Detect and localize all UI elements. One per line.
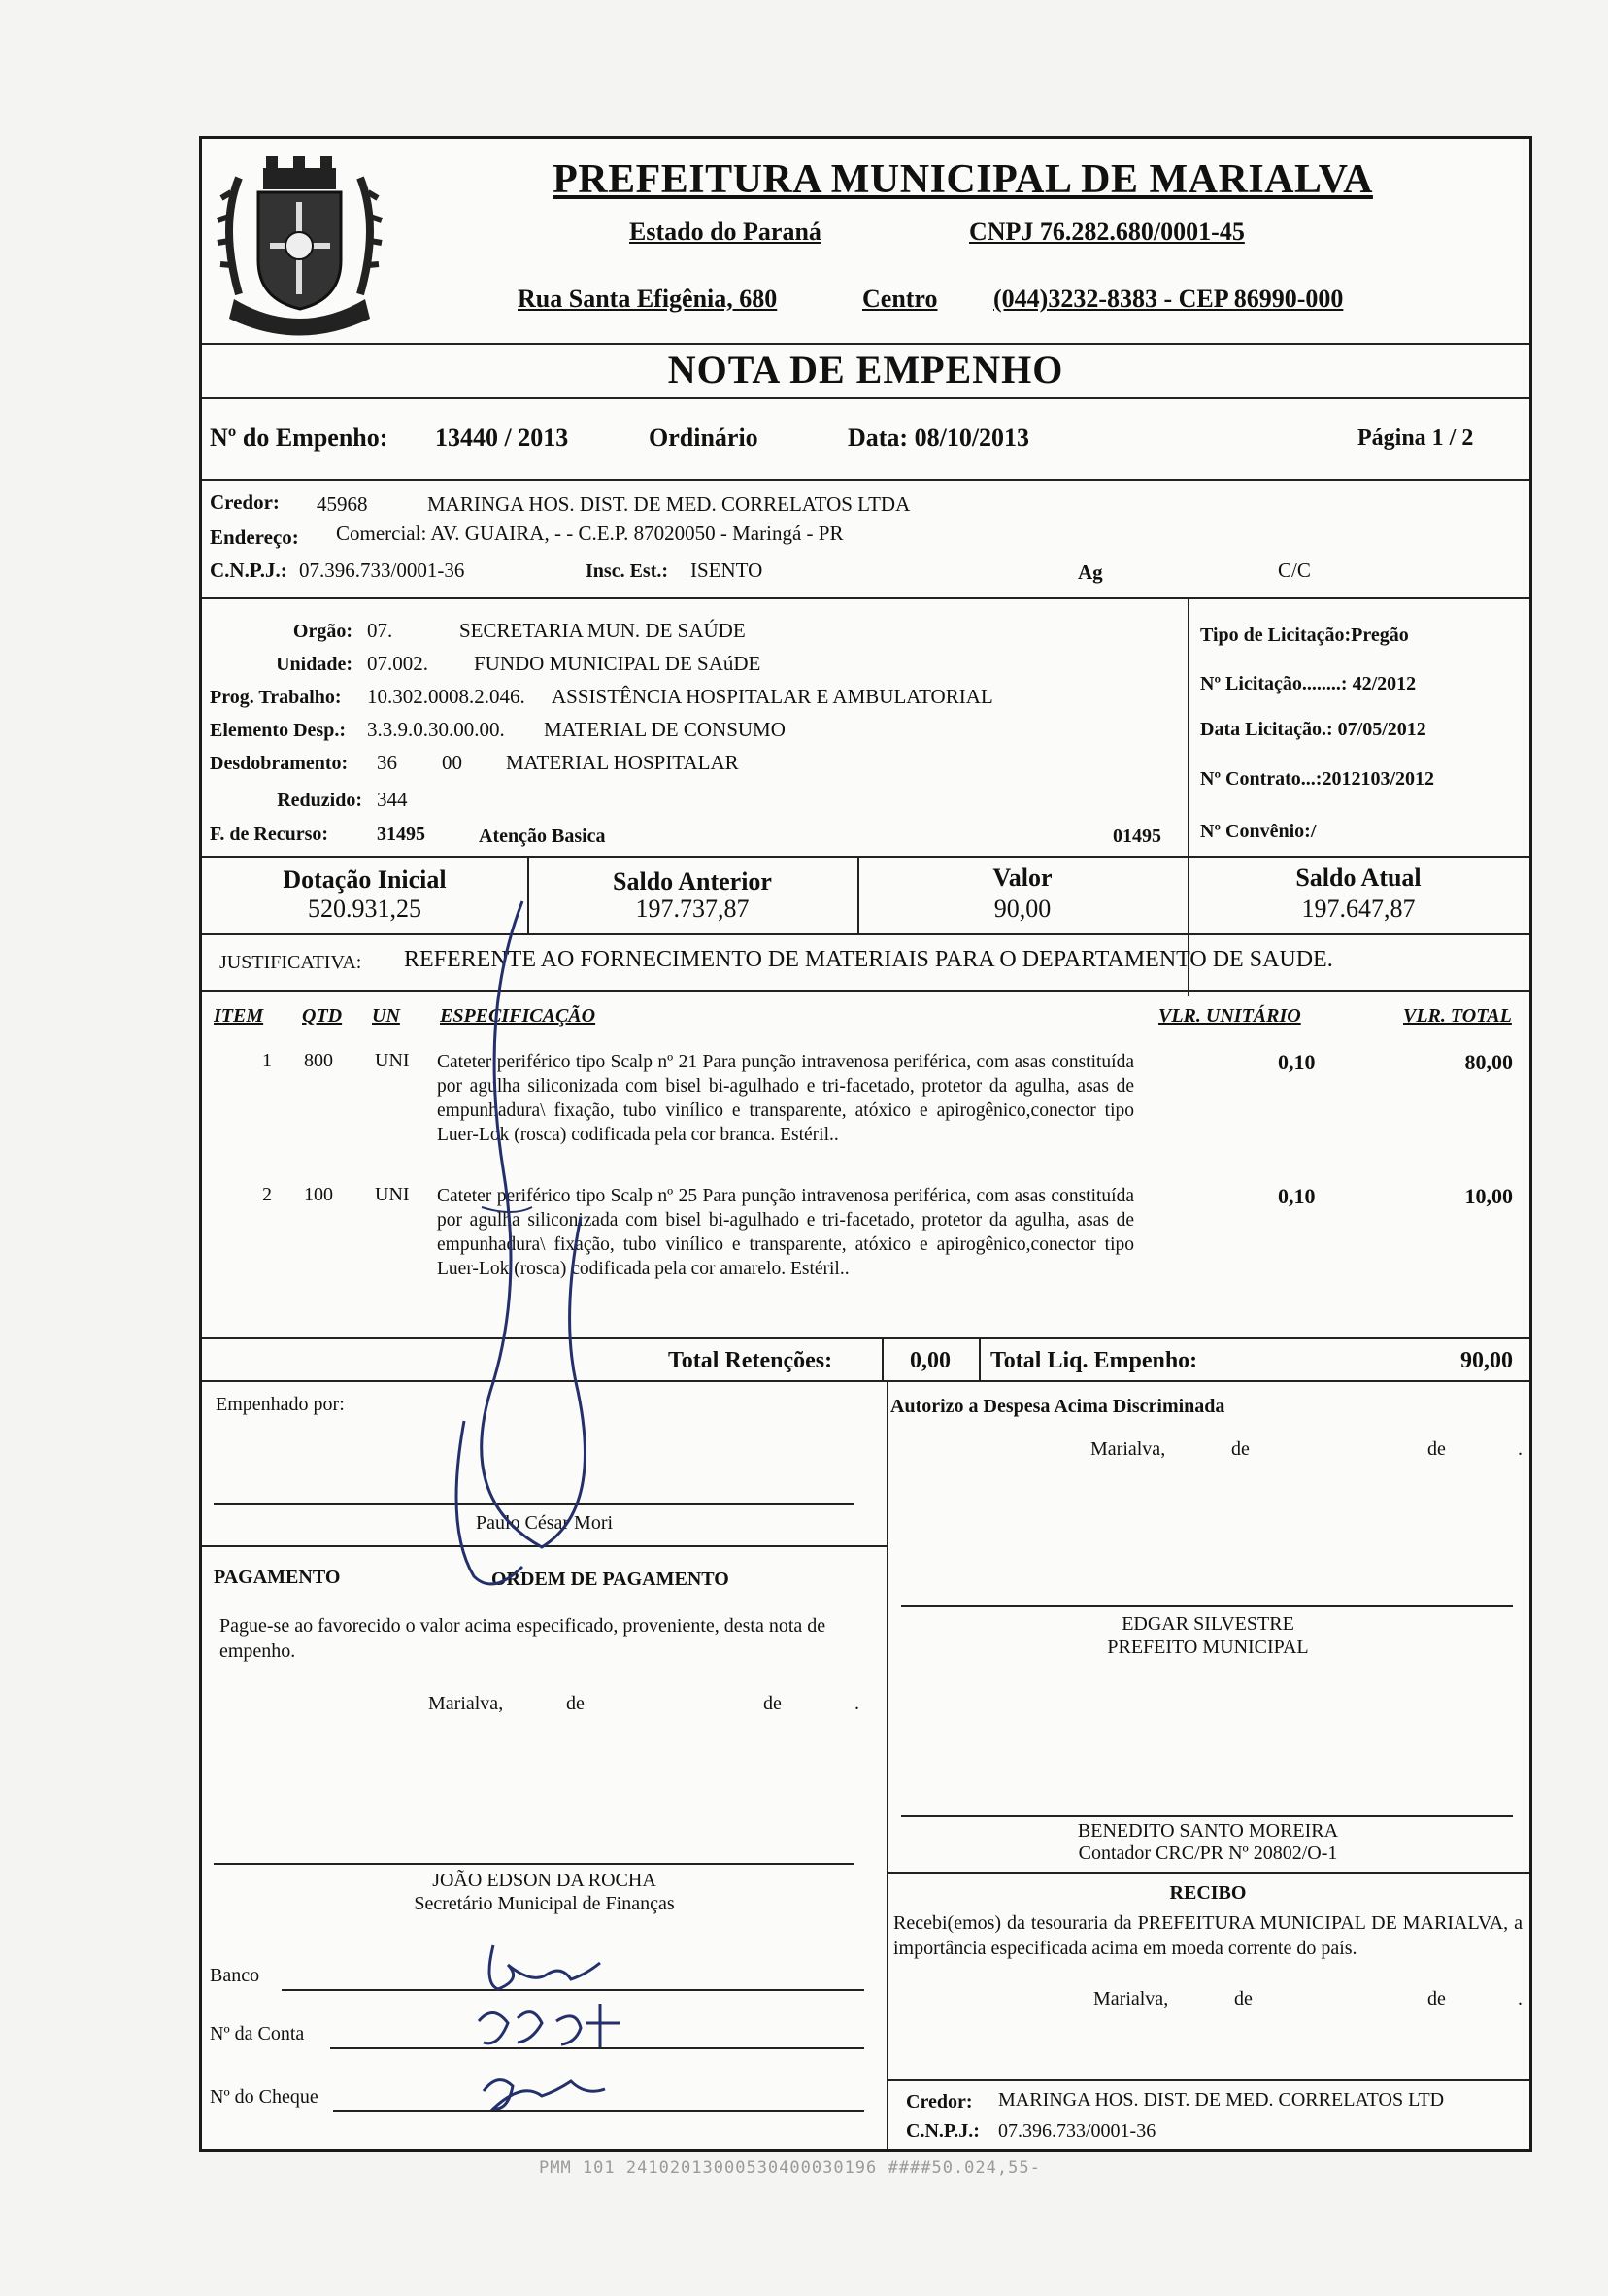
footer-credor-name: MARINGA HOS. DIST. DE MED. CORRELATOS LTD <box>998 2089 1445 2110</box>
total-retencoes-label: Total Retenções: <box>668 1348 833 1373</box>
valor-label: Valor <box>992 863 1053 892</box>
autorizo-place: Marialva, <box>1090 1438 1166 1460</box>
document-page <box>199 136 1532 2152</box>
ordem-pagamento-title: ORDEM DE PAGAMENTO <box>491 1569 729 1590</box>
cnpj-header: CNPJ 76.282.680/0001-45 <box>969 218 1245 246</box>
empenho-date: Data: 08/10/2013 <box>848 423 1030 452</box>
credor-label: Credor: <box>210 490 280 514</box>
desdobramento-label: Desdobramento: <box>210 753 349 774</box>
recibo-de2: de <box>1427 1988 1446 2009</box>
pagamento-label: PAGAMENTO <box>214 1567 341 1588</box>
pagamento-de2: de <box>763 1693 782 1714</box>
autorizo-de1: de <box>1231 1438 1250 1460</box>
item-unit-price: 0,10 <box>1278 1184 1316 1208</box>
total-liquido-label: Total Liq. Empenho: <box>990 1348 1198 1373</box>
col-valor-unitario: VLR. UNITÁRIO <box>1158 1005 1301 1027</box>
insc-label: Insc. Est.: <box>586 560 669 582</box>
document-title: NOTA DE EMPENHO <box>667 348 1064 391</box>
reduzido-label: Reduzido: <box>277 790 362 811</box>
municipality-title: PREFEITURA MUNICIPAL DE MARIALVA <box>553 157 1373 202</box>
valor-value: 90,00 <box>993 895 1052 923</box>
tipo-licitacao: Tipo de Licitação:Pregão <box>1200 625 1409 646</box>
unidade-name: FUNDO MUNICIPAL DE SAúDE <box>474 652 761 675</box>
signature-line <box>901 1605 1513 1607</box>
desdobramento-sub: 00 <box>442 751 462 774</box>
saldo-anterior-value: 197.737,87 <box>635 895 750 923</box>
elemento-code: 3.3.9.0.30.00.00. <box>367 718 505 741</box>
item-qtd: 100 <box>304 1184 333 1205</box>
contador-role: Contador CRC/PR Nº 20802/O-1 <box>1078 1842 1338 1864</box>
item-number: 2 <box>262 1184 272 1205</box>
data-licitacao: Data Licitação.: 07/05/2012 <box>1200 719 1426 740</box>
item-un: UNI <box>375 1050 410 1071</box>
pagamento-text: Pague-se ao favorecido o valor acima especificado, proveniente, desta nota de empenho. <box>219 1615 826 1662</box>
empenho-type: Ordinário <box>649 423 758 452</box>
credor-cnpj: 07.396.733/0001-36 <box>299 558 465 582</box>
col-un: UN <box>372 1005 400 1027</box>
recibo-de1: de <box>1234 1988 1253 2009</box>
elemento-name: MATERIAL DE CONSUMO <box>544 718 786 741</box>
signature-line <box>901 1815 1513 1817</box>
item-un: UNI <box>375 1184 410 1205</box>
justificativa-label: JUSTIFICATIVA: <box>219 952 362 973</box>
empenhado-name: Paulo César Mori <box>475 1512 614 1534</box>
autorizo-de2: de <box>1427 1438 1446 1460</box>
handwritten-bank-marks-icon <box>338 1936 746 2130</box>
item-spec: Cateter periférico tipo Scalp nº 21 Para punção intravenosa periférica, com asas constituída por agulha siliconizada com bisel bi-agulhado e tri-facetado, protetor da agulha, asas de empunhadura\ fixação, tubo vinílico e transparente, atóxico e apirogênico,conector tipo Luer-Lok (rosca) codificada pela cor branca. Estéril.. <box>437 1052 1134 1145</box>
footer-cnpj-value: 07.396.733/0001-36 <box>998 2120 1156 2142</box>
cheque-label: Nº do Cheque <box>210 2086 318 2108</box>
saldo-atual-label: Saldo Atual <box>1295 863 1422 892</box>
conta-label: Nº da Conta <box>210 2023 305 2044</box>
saldo-anterior-label: Saldo Anterior <box>613 867 772 895</box>
footer-credor-label: Credor: <box>906 2091 973 2112</box>
state-label: Estado do Paraná <box>629 218 821 246</box>
item-spec: Cateter periférico tipo Scalp nº 25 Para punção intravenosa periférica, com asas constituída por agulha siliconizada com bisel bi-agulhado e tri-facetado, protetor da agulha, asas de empunhadura\ fixação, tubo vinílico e transparente, atóxico e apirogênico,conector tipo Luer-Lok (rosca) codificada pela cor amarelo. Estéril.. <box>437 1186 1134 1279</box>
item-unit-price: 0,10 <box>1278 1050 1316 1074</box>
banco-label: Banco <box>210 1965 260 1986</box>
unidade-code: 07.002. <box>367 652 428 675</box>
credor-code: 45968 <box>317 492 368 516</box>
recibo-title: RECIBO <box>1169 1882 1247 1904</box>
orgao-name: SECRETARIA MUN. DE SAÚDE <box>459 619 746 642</box>
orgao-code: 07. <box>367 619 393 642</box>
dotacao-label: Dotação Inicial <box>283 865 447 894</box>
recibo-place: Marialva, <box>1093 1988 1169 2009</box>
recurso-desc: Atenção Basica <box>479 826 606 847</box>
phone-cep: (044)3232-8383 - CEP 86990-000 <box>993 285 1344 313</box>
desdobramento-code: 36 <box>377 751 397 774</box>
handwritten-signature-icon <box>377 896 629 1673</box>
unidade-label: Unidade: <box>276 654 352 675</box>
numero-contrato: Nº Contrato...:2012103/2012 <box>1200 768 1435 790</box>
prog-code: 10.302.0008.2.046. <box>367 685 525 708</box>
contador-name: BENEDITO SANTO MOREIRA <box>1077 1820 1339 1841</box>
pagamento-de1: de <box>566 1693 585 1714</box>
street-address: Rua Santa Efigênia, 680 <box>518 285 778 313</box>
endereco-label: Endereço: <box>210 525 299 549</box>
prog-label: Prog. Trabalho: <box>210 687 342 708</box>
numero-licitacao: Nº Licitação........: 42/2012 <box>1200 673 1417 694</box>
signature-line <box>214 1863 854 1865</box>
reduzido-value: 344 <box>377 788 408 811</box>
dotacao-value: 520.931,25 <box>308 895 421 923</box>
empenhado-label: Empenhado por: <box>216 1394 345 1415</box>
endereco: Comercial: AV. GUAIRA, - - C.E.P. 87020050 - Maringá - PR <box>336 522 844 545</box>
insc-value: ISENTO <box>690 558 763 582</box>
cnpj-label: C.N.P.J.: <box>210 558 287 582</box>
autorizo-title: Autorizo a Despesa Acima Discriminada <box>890 1396 1225 1417</box>
elemento-label: Elemento Desp.: <box>210 720 346 741</box>
pagamento-dot: . <box>854 1693 859 1714</box>
empenho-number: 13440 / 2013 <box>435 423 569 452</box>
col-especificacao: ESPECIFICAÇÃO <box>440 1005 596 1027</box>
desdobramento-name: MATERIAL HOSPITALAR <box>506 751 739 774</box>
total-liquido-value: 90,00 <box>1460 1348 1513 1373</box>
recibo-text: Recebi(emos) da tesouraria da PREFEITURA MUNICIPAL DE MARIALVA, a importância especificada acima em moeda corrente do país. <box>893 1912 1523 1959</box>
secretario-name: JOÃO EDSON DA ROCHA <box>432 1870 656 1891</box>
footer-cnpj-label: C.N.P.J.: <box>906 2120 980 2142</box>
prog-name: ASSISTÊNCIA HOSPITALAR E AMBULATORIAL <box>552 685 993 708</box>
prefeito-name: EDGAR SILVESTRE <box>1122 1613 1294 1635</box>
prefeito-role: PREFEITO MUNICIPAL <box>1107 1637 1309 1658</box>
recurso-code-right: 01495 <box>1113 826 1161 847</box>
orgao-label: Orgão: <box>292 621 352 642</box>
justificativa-text: REFERENTE AO FORNECIMENTO DE MATERIAIS PARA O DEPARTAMENTO DE SAUDE. <box>404 947 1333 972</box>
saldo-atual-value: 197.647,87 <box>1301 895 1416 923</box>
secretario-role: Secretário Municipal de Finanças <box>414 1893 675 1914</box>
item-total: 80,00 <box>1464 1050 1513 1074</box>
recibo-dot: . <box>1518 1988 1523 2009</box>
item-total: 10,00 <box>1464 1184 1513 1208</box>
municipal-crest-icon <box>210 149 389 343</box>
autorizo-dot: . <box>1518 1438 1523 1460</box>
pagamento-place: Marialva, <box>428 1693 504 1714</box>
ag-label: Ag <box>1078 560 1103 584</box>
recurso-code: 31495 <box>377 824 425 845</box>
col-valor-total: VLR. TOTAL <box>1403 1005 1512 1027</box>
empenho-label: Nº do Empenho: <box>210 423 388 452</box>
item-number: 1 <box>262 1050 272 1071</box>
col-item: ITEM <box>214 1005 264 1027</box>
item-qtd: 800 <box>304 1050 333 1071</box>
page-number: Página 1 / 2 <box>1357 425 1474 451</box>
col-qtd: QTD <box>302 1005 343 1027</box>
credor-name: MARINGA HOS. DIST. DE MED. CORRELATOS LTDA <box>427 492 911 516</box>
total-retencoes-value: 0,00 <box>910 1348 951 1373</box>
recurso-label: F. de Recurso: <box>210 824 329 845</box>
district: Centro <box>862 285 938 313</box>
numero-convenio: Nº Convênio:/ <box>1200 821 1317 842</box>
cc-label: C/C <box>1278 558 1311 582</box>
print-stamp: PMM 101 24102013000530400030196 ####50.024,55- <box>539 2158 1041 2178</box>
